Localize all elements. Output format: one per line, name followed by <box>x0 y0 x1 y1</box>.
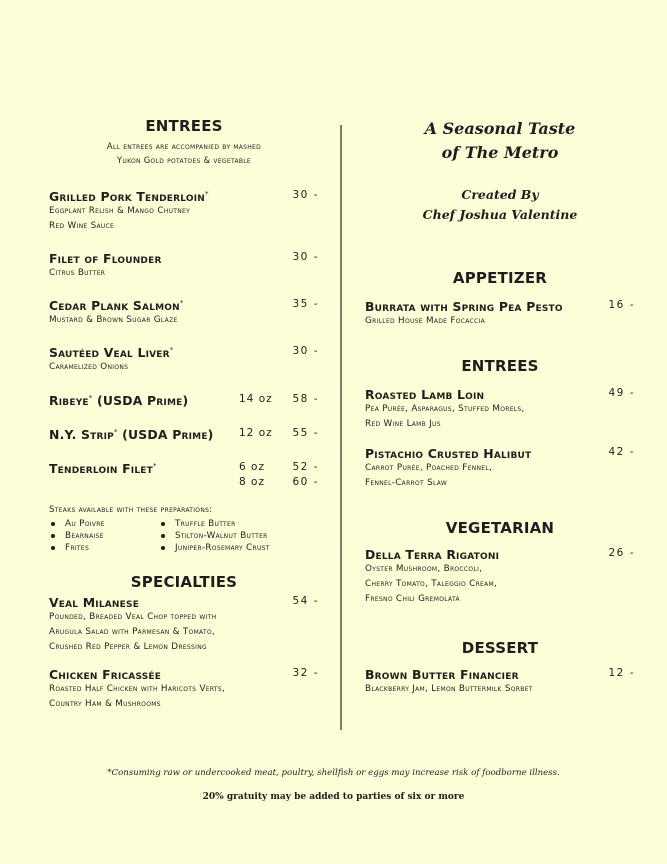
menu-item <box>49 595 319 655</box>
preparations-block <box>49 505 319 553</box>
item-description: Grilled House Made Focaccia <box>365 316 485 326</box>
item-price: 30 - <box>292 251 319 263</box>
item-description: Roasted Half Chicken with Haricots Verts, Country Ham & Mushrooms <box>49 684 226 709</box>
gratuity-note: 20% gratuity may be added to parties of six or more <box>202 792 465 802</box>
item-price: 49 - <box>608 387 635 399</box>
menu-item <box>365 446 635 491</box>
menu-item <box>49 189 319 234</box>
item-price: 60 - <box>292 476 319 488</box>
item-description: Pea Purée, Asparagus, Stuffed Morels, Red Wine Lamb Jus <box>365 404 525 429</box>
bullet-icon <box>51 546 55 550</box>
bullet-icon <box>51 522 55 526</box>
item-name: Sautéed Veal Liver* <box>49 345 174 360</box>
item-description: Oyster Mushroom, Broccoli, Cherry Tomato, Taleggio Cream, Fresno Chili Gremolata <box>365 564 498 604</box>
item-name: Ribeye* (USDA Prime) <box>49 393 189 408</box>
item-price: 30 - <box>292 345 319 357</box>
item-name: Roasted Lamb Loin <box>365 387 485 402</box>
item-price: 52 - <box>292 461 319 473</box>
steak-size: 8 oz <box>239 476 265 488</box>
menu-item <box>49 667 319 712</box>
menu-title: A Seasonal Taste of The Metro <box>424 119 576 162</box>
left-column <box>49 117 319 712</box>
item-name: Tenderloin Filet* <box>49 461 157 476</box>
item-price: 58 - <box>292 393 319 405</box>
specialties-heading: SPECIALTIES <box>130 573 238 591</box>
vegetarian-heading: VEGETARIAN <box>445 519 555 537</box>
item-name: Cedar Plank Salmon* <box>49 298 184 313</box>
item-price: 26 - <box>608 547 635 559</box>
menu-item <box>49 345 319 375</box>
item-price: 42 - <box>608 446 635 458</box>
item-name: Veal Milanese <box>49 595 140 610</box>
raw-food-disclaimer: *Consuming raw or undercooked meat, poultry, shellfish or eggs may increase risk of foodborne illness. <box>107 768 560 778</box>
item-description: Blackberry Jam, Lemon Buttermilk Sorbet <box>365 684 533 694</box>
item-price: 32 - <box>292 667 319 679</box>
item-description: Citrus Butter <box>49 268 106 278</box>
preparation-item: Truffle Butter <box>159 519 319 529</box>
bullet-icon <box>161 522 165 526</box>
item-price: 54 - <box>292 595 319 607</box>
steak-size: 12 oz <box>239 427 273 439</box>
preparations-title: Steaks available with these preparations: <box>49 505 213 515</box>
item-name: Della Terra Rigatoni <box>365 547 500 562</box>
item-name: Pistachio Crusted Halibut <box>365 446 532 461</box>
item-description: Eggplant Relish & Mango Chutney Red Wine Sauce <box>49 206 191 231</box>
entrees-heading-right: ENTREES <box>461 357 539 375</box>
chef-credit: Created By Chef Joshua Valentine <box>422 187 578 222</box>
item-description: Mustard & Brown Sugar Glaze <box>49 315 178 325</box>
steak-item <box>49 393 319 411</box>
item-name: Burrata with Spring Pea Pesto <box>365 299 563 314</box>
steak-size: 6 oz <box>239 461 265 473</box>
item-price: 16 - <box>608 299 635 311</box>
steak-item <box>49 427 319 445</box>
item-name: N.Y. Strip* (USDA Prime) <box>49 427 214 442</box>
bullet-icon <box>161 534 165 538</box>
preparation-item: Bearnaise <box>49 531 159 541</box>
item-price: 55 - <box>292 427 319 439</box>
preparation-item: Frites <box>49 543 159 553</box>
preparations-list <box>49 519 319 553</box>
bullet-icon <box>51 534 55 538</box>
entrees-note: All entrees are accompanied by mashed Yukon Gold potatoes & vegetable <box>106 141 262 165</box>
item-name: Brown Butter Financier <box>365 667 519 682</box>
preparation-item: Stilton-Walnut Butter <box>159 531 319 541</box>
item-name: Grilled Pork Tenderloin* <box>49 189 209 204</box>
right-column <box>365 117 635 697</box>
item-price: 30 - <box>292 189 319 201</box>
item-description: Pounded, Breaded Veal Chop topped with Arugula Salad with Parmesan & Tomato, Crushed Red Pepper & Lemon Dressing <box>49 612 217 652</box>
menu-item <box>365 299 635 329</box>
bullet-icon <box>161 546 165 550</box>
column-divider <box>340 125 342 730</box>
preparation-item: Au Poivre <box>49 519 159 529</box>
menu-item <box>365 387 635 432</box>
steak-size: 14 oz <box>239 393 273 405</box>
item-name: Filet of Flounder <box>49 251 162 266</box>
appetizer-heading: APPETIZER <box>452 269 548 287</box>
preparation-item: Juniper-Rosemary Crust <box>159 543 319 553</box>
menu-item <box>49 251 319 281</box>
item-description: Caramelized Onions <box>49 362 129 372</box>
item-description: Carrot Purée, Poached Fennel, Fennel-Carrot Slaw <box>365 463 493 488</box>
menu-item <box>365 667 635 697</box>
item-price: 12 - <box>608 667 635 679</box>
entrees-heading: ENTREES <box>145 117 223 135</box>
menu-item <box>49 298 319 328</box>
steak-item <box>49 461 319 491</box>
item-price: 35 - <box>292 298 319 310</box>
menu-item <box>365 547 635 607</box>
dessert-heading: DESSERT <box>461 639 539 657</box>
item-name: Chicken Fricassée <box>49 667 162 682</box>
